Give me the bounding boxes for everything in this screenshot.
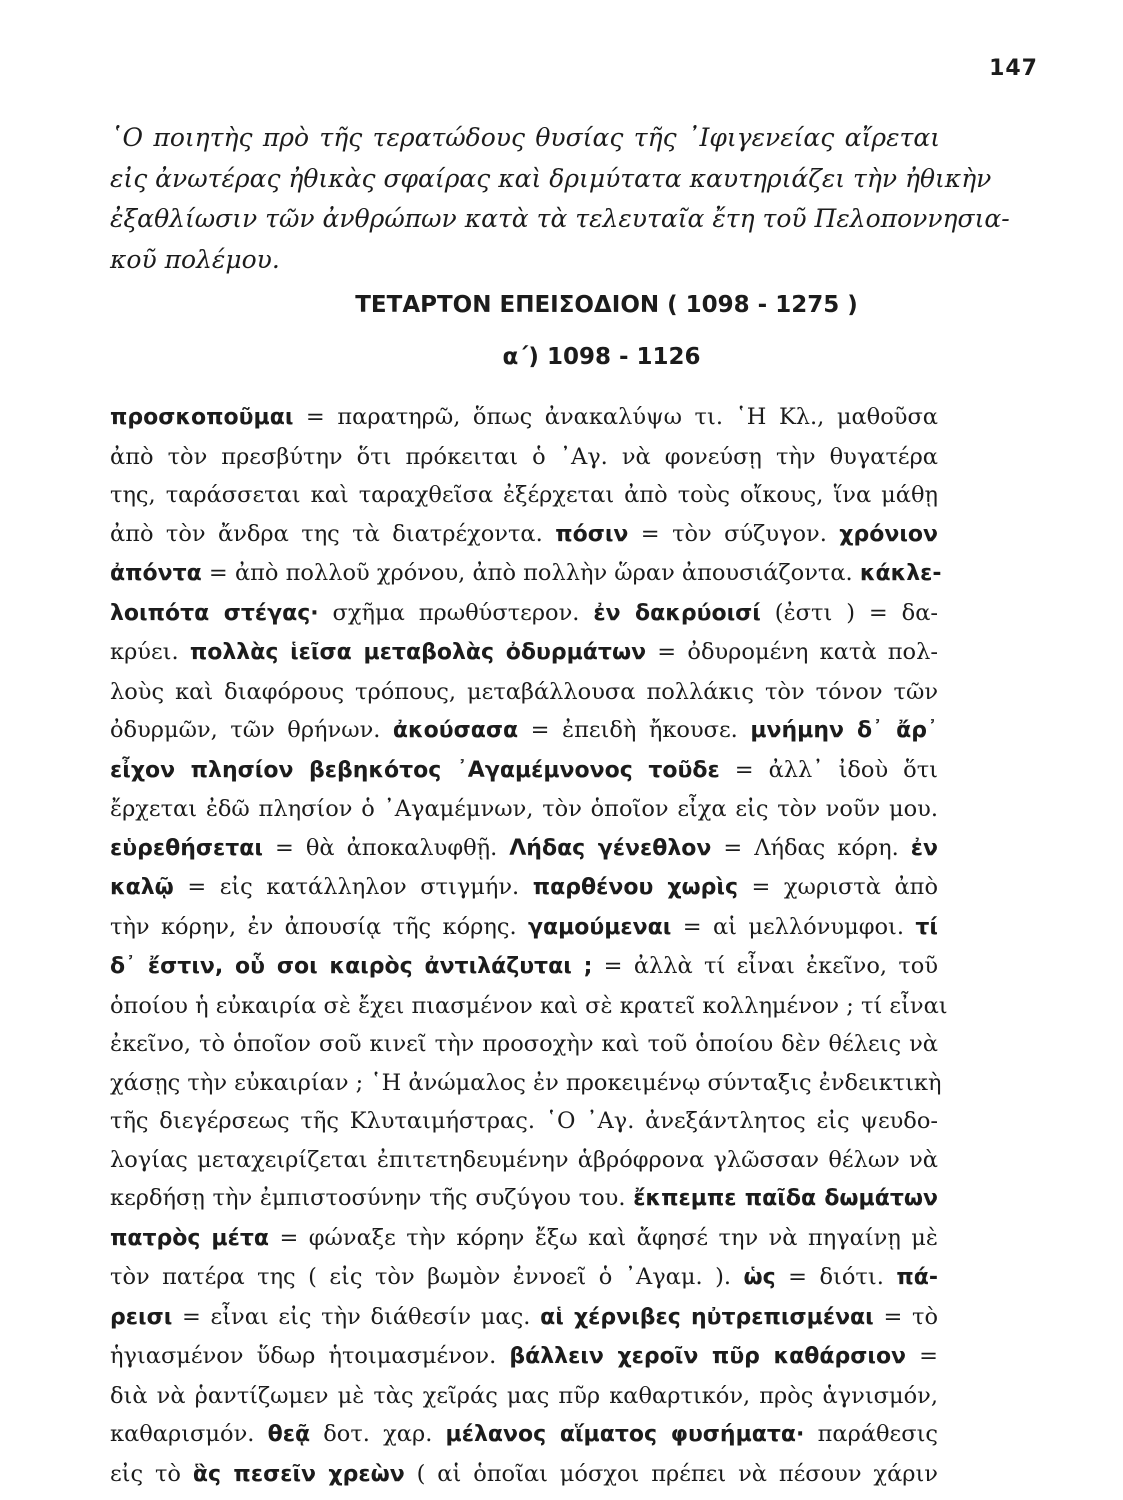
gloss-text: = ἀλλὰ τί εἶναι ἐκεῖνο, τοῦ: [592, 953, 939, 979]
intro-line: εἰς ἀνωτέρας ἠθικὰς σφαίρας καὶ δριμύτατα καυτηριάζει τὴν ἠθικὴν: [110, 163, 992, 193]
commentary-line: [110, 1025, 938, 1064]
commentary-text: [110, 398, 948, 1494]
gloss-text: λοὺς καὶ διαφόρους τρόπους, μεταβάλλουσα πολλάκις τὸν τόνον τῶν: [110, 678, 938, 705]
lemma-term: κάκλε-: [859, 561, 942, 586]
lemma-term: τί: [915, 914, 938, 940]
gloss-text: κρύει.: [110, 639, 190, 665]
gloss-text: = χωριστὰ ἀπὸ: [738, 874, 938, 900]
commentary-line: [110, 1064, 942, 1103]
lemma-term: προσκοποῦμαι: [110, 405, 294, 430]
gloss-text: παράθεσις: [804, 1421, 938, 1447]
intro-line: κοῦ πολέμου.: [110, 244, 280, 274]
gloss-text: = εἶναι εἰς τὴν διάθεσίν μας.: [172, 1303, 541, 1330]
intro-paragraph: [110, 118, 1010, 280]
gloss-text: = τὸν σύζυγον.: [628, 520, 840, 547]
intro-line: ῾Ο ποιητὴς πρὸ τῆς τερατώδους θυσίας τῆς ᾿Ιφιγενείας αἴρεται: [110, 123, 940, 152]
gloss-text: ἀπὸ τὸν πρεσβύτην ὅτι πρόκειται ὁ ᾿Αγ. νὰ φονεύσῃ τὴν θυγατέρα: [110, 443, 938, 470]
section-heading: ΤΕΤΑΡΤΟΝ ΕΠΕΙΣΟΔΙΟΝ ( 1098 - 1275 ): [355, 292, 858, 318]
gloss-text: λογίας μεταχειρίζεται ἐπιτετηδευμένην ἁβρόφρονα γλῶσσαν θέλων νὰ: [110, 1146, 938, 1173]
lemma-term: πά-: [896, 1265, 938, 1290]
commentary-line: [110, 711, 938, 751]
commentary-line: [110, 1415, 938, 1455]
gloss-text: δοτ. χαρ.: [310, 1421, 446, 1447]
commentary-line: [110, 1179, 938, 1219]
gloss-text: ἡγιασμένον ὕδωρ ἡτοιμασμένον.: [110, 1343, 510, 1369]
lemma-term: καλῷ: [110, 875, 174, 900]
gloss-text: = ἀλλ᾿ ἰδοὺ ὅτι: [719, 756, 938, 783]
lemma-term: αἱ χέρνιβες ηὐτρεπισμέναι: [540, 1304, 874, 1330]
gloss-text: ἔρχεται ἐδῶ πλησίον ὁ ᾿Αγαμέμνων, τὸν ὁποῖον εἶχα εἰς τὸν νοῦν μου.: [110, 796, 938, 822]
lemma-term: ἐν δακρύοισί: [593, 600, 761, 626]
commentary-line: [110, 633, 938, 673]
commentary-line: [110, 987, 948, 1026]
gloss-text: της, ταράσσεται καὶ ταραχθεῖσα ἐξέρχεται ἀπὸ τοὺς οἴκους, ἵνα μάθῃ: [110, 482, 938, 508]
gloss-text: τῆς διεγέρσεως τῆς Κλυταιμήστρας. ῾Ο ᾿Αγ. ἀνεξάντλητος εἰς ψευδο-: [110, 1108, 938, 1134]
lemma-term: εἶχον πλησίον βεβηκότος ᾿Αγαμέμνονος τοῦδε: [110, 757, 720, 783]
gloss-text: = ἀπὸ πολλοῦ χρόνου, ἀπὸ πολλὴν ὥραν ἀπουσιάζοντα.: [201, 560, 860, 586]
commentary-line: [110, 1258, 938, 1298]
gloss-text: = ἐπειδὴ ἤκουσε.: [518, 717, 751, 743]
commentary-line: [110, 1455, 938, 1495]
gloss-text: = τὸ: [873, 1303, 938, 1330]
commentary-line: [110, 868, 938, 908]
gloss-text: ὁποίου ἡ εὐκαιρία σὲ ἔχει πιασμένον καὶ σὲ κρατεῖ κολλημένον ; τί εἶναι: [110, 992, 948, 1019]
lemma-term: πατρὸς μέτα: [110, 1225, 270, 1251]
gloss-text: = αἱ μελλόνυμφοι.: [671, 913, 916, 940]
commentary-line: [110, 829, 938, 869]
commentary-line: [110, 1298, 938, 1338]
gloss-text: = εἰς κατάλληλον στιγμήν.: [173, 874, 533, 900]
lemma-term: ὡς: [743, 1265, 776, 1290]
commentary-line: [110, 1102, 938, 1141]
lemma-term: ἔκπεμπε παῖδα δωμάτων: [633, 1186, 938, 1211]
lemma-term: παρθένου χωρὶς: [532, 875, 739, 900]
gloss-text: = ὀδυρομένη κατὰ πολ-: [646, 639, 938, 665]
lemma-term: χρόνιον: [839, 521, 938, 547]
commentary-line: [110, 908, 938, 948]
commentary-line: [110, 751, 938, 791]
lemma-term: ἀπόντα: [110, 561, 202, 586]
gloss-text: = παρατηρῶ, ὅπως ἀνακαλύψω τι. ῾Η Κλ., μαθοῦσα: [293, 404, 938, 430]
lemma-term: πολλὰς ἱεῖσα μεταβολὰς ὀδυρμάτων: [189, 640, 647, 665]
commentary-line: [110, 1219, 938, 1259]
lemma-term: ρεισι: [110, 1304, 173, 1330]
lemma-term: λοιπότα στέγας·: [110, 600, 319, 626]
gloss-text: ἀπὸ τὸν ἄνδρα της τὰ διατρέχοντα.: [110, 520, 556, 547]
commentary-line: [110, 438, 938, 477]
gloss-text: χάσῃς τὴν εὐκαιρίαν ; ῾Η ἀνώμαλος ἐν προκειμένῳ σύνταξις ἐνδεικτικὴ: [110, 1069, 942, 1096]
lemma-term: γαμούμεναι: [527, 914, 672, 940]
lemma-term: ἃς πεσεῖν χρεὼν: [192, 1461, 405, 1487]
gloss-text: = φώναξε τὴν κόρην ἔξω καὶ ἄφησέ την νὰ πηγαίνῃ μὲ: [269, 1224, 938, 1251]
lemma-term: μνήμην δ᾿ ἄρ᾿: [750, 718, 938, 743]
gloss-text: ὀδυρμῶν, τῶν θρήνων.: [110, 717, 393, 743]
commentary-line: [110, 554, 942, 594]
gloss-text: διὰ νὰ ῥαντίζωμεν μὲ τὰς χεῖράς μας πῦρ καθαρτικόν, πρὸς ἁγνισμόν,: [110, 1382, 938, 1409]
lemma-term: εὑρεθήσεται: [110, 835, 263, 861]
gloss-text: =: [906, 1343, 938, 1369]
gloss-text: ( αἱ ὁποῖαι μόσχοι πρέπει νὰ πέσουν χάριν: [404, 1460, 938, 1487]
gloss-text: = Λήδας κόρη.: [711, 834, 911, 861]
commentary-line: [110, 1337, 938, 1377]
subsection-heading: α΄) 1098 - 1126: [502, 344, 701, 370]
lemma-term: Λήδας γένεθλον: [509, 835, 712, 861]
gloss-text: καθαρισμόν.: [110, 1421, 268, 1447]
commentary-line: [110, 1141, 938, 1180]
page-number: 147: [989, 56, 1038, 81]
gloss-text: σχῆμα πρωθύστερον.: [318, 599, 594, 626]
commentary-line: [110, 398, 938, 438]
lemma-term: βάλλειν χεροῖν πῦρ καθάρσιον: [509, 1344, 907, 1369]
intro-line: ἐξαθλίωσιν τῶν ἀνθρώπων κατὰ τὰ τελευταῖα ἔτη τοῦ Πελοποννησια-: [110, 204, 1010, 233]
commentary-line: [110, 515, 938, 555]
lemma-term: πόσιν: [555, 521, 629, 547]
gloss-text: τὸν πατέρα της ( εἰς τὸν βωμὸν ἐννοεῖ ὁ ᾿Αγαμ. ).: [110, 1264, 744, 1290]
lemma-term: ἐν: [910, 835, 939, 861]
commentary-line: [110, 673, 938, 712]
gloss-text: εἰς τὸ: [110, 1460, 193, 1487]
commentary-line: [110, 594, 938, 634]
lemma-term: θεᾷ: [267, 1422, 311, 1447]
gloss-text: = διότι.: [775, 1264, 897, 1290]
commentary-line: [110, 1377, 938, 1416]
commentary-line: [110, 947, 938, 987]
gloss-text: τὴν κόρην, ἐν ἀπουσίᾳ τῆς κόρης.: [110, 913, 528, 940]
lemma-term: δ᾿ ἔστιν, οὗ σοι καιρὸς ἀντιλάζυται ;: [110, 954, 593, 979]
lemma-term: μέλανος αἵματος φυσήματα·: [445, 1422, 805, 1447]
gloss-text: ἐκεῖνο, τὸ ὁποῖον σοῦ κινεῖ τὴν προσοχὴν καὶ τοῦ ὁποίου δὲν θέλεις νὰ: [110, 1031, 938, 1057]
gloss-text: (ἐστι ) = δα-: [760, 599, 939, 626]
commentary-line: [110, 476, 938, 515]
gloss-text: κερδήσῃ τὴν ἐμπιστοσύνην τῆς συζύγου του.: [110, 1185, 634, 1211]
commentary-line: [110, 790, 938, 829]
gloss-text: = θὰ ἀποκαλυφθῇ.: [262, 834, 510, 861]
lemma-term: ἀκούσασα: [392, 718, 519, 743]
